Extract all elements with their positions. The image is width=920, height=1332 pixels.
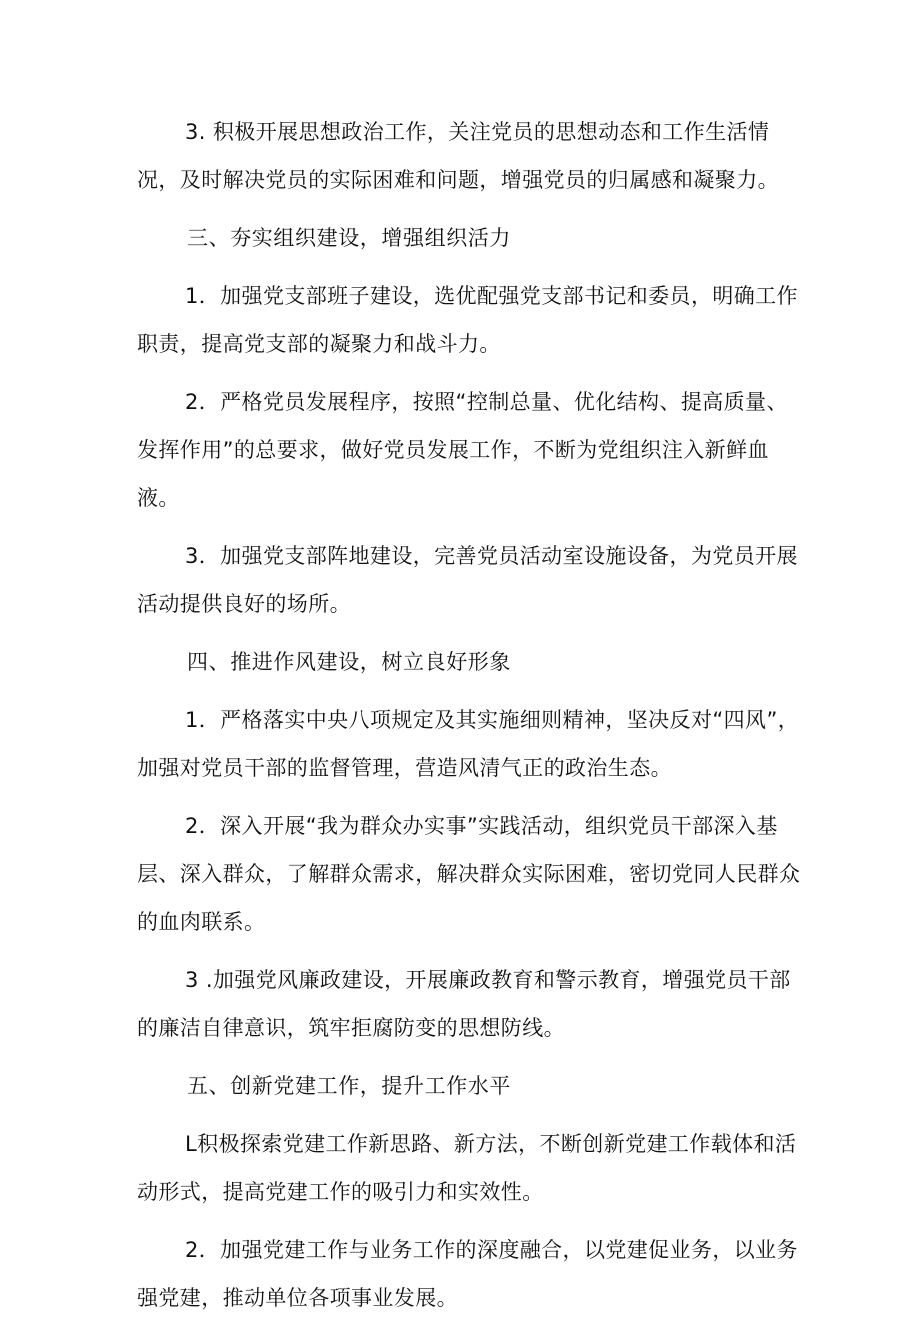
paragraph-item: L积极探索党建工作新思路、新方法，不断创新党建工作载体和活动形式，提高党建工作的吸引力和实效性。 (137, 1132, 797, 1204)
section-heading: 五、创新党建工作，提升工作水平 (187, 1074, 511, 1098)
paragraph-item: 1．加强党支部班子建设，选优配强党支部书记和委员，明确工作职责，提高党支部的凝聚力和战斗力。 (137, 284, 798, 356)
paragraph-item: 1．严格落实中央八项规定及其实施细则精神，坚决反对“四风”，加强对党员干部的监督管理，营造风清气正的政治生态。 (137, 708, 800, 780)
section-heading: 三、夯实组织建设，增强组织活力 (187, 226, 511, 250)
paragraph-item: 3．加强党支部阵地建设，完善党员活动室设施设备，为党员开展活动提供良好的场所。 (137, 544, 798, 616)
paragraph-item: 2．深入开展“我为群众办实事”实践活动，组织党员干部深入基层、深入群众，了解群众需求，解决群众实际困难，密切党同人民群众的血肉联系。 (137, 814, 801, 934)
paragraph-item: 3. 积极开展思想政治工作，关注党员的思想动态和工作生活情况，及时解决党员的实际困难和问题，增强党员的归属感和凝聚力。 (137, 120, 779, 192)
paragraph-item: 2．严格党员发展程序，按照“控制总量、优化结构、提高质量、发挥作用”的总要求，做好党员发展工作，不断为党组织注入新鲜血液。 (137, 390, 788, 510)
paragraph-item: 2．加强党建工作与业务工作的深度融合，以党建促业务，以业务强党建，推动单位各项事业发展。 (137, 1238, 798, 1310)
document-body (137, 108, 805, 1332)
section-heading: 四、推进作风建设，树立良好形象 (187, 650, 511, 674)
paragraph-item: 3 .加强党风廉政建设，开展廉政教育和警示教育，增强党员干部的廉洁自律意识，筑牢拒腐防变的思想防线。 (137, 968, 791, 1040)
